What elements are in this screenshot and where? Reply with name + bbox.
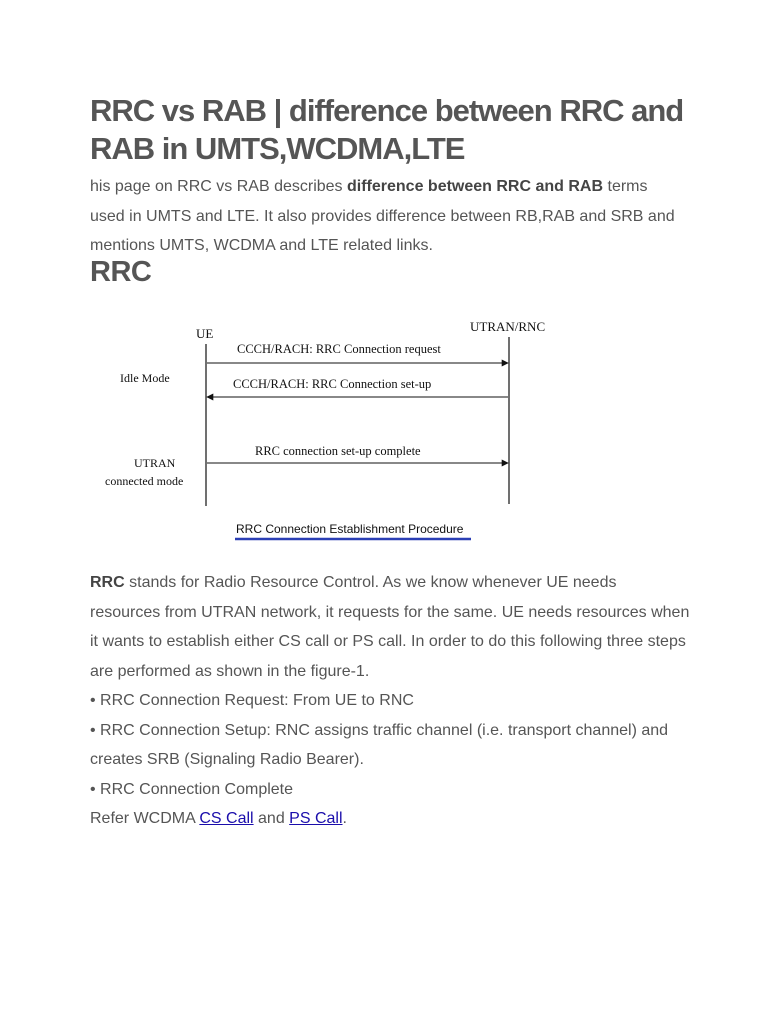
refer-pre: Refer WCDMA [90, 810, 200, 827]
intro-pre: his page on RRC vs RAB describes [90, 178, 347, 195]
intro-bold: difference between RRC and RAB [347, 178, 604, 195]
rrc-body [90, 568, 690, 834]
msg-rrc-request: CCCH/RACH: RRC Connection request [237, 342, 441, 356]
rrc-bold: RRC [90, 574, 125, 591]
intro-paragraph [90, 172, 680, 261]
utran-connected-label-1: UTRAN [134, 456, 176, 470]
bullet-complete: • RRC Connection Complete [90, 780, 294, 798]
rrc-connection-diagram [90, 300, 690, 550]
refer-post: . [342, 810, 347, 827]
idle-mode-label: Idle Mode [120, 371, 170, 385]
rrc-paragraph [90, 568, 690, 686]
utran-connected-label-2: connected mode [105, 474, 184, 488]
msg-rrc-complete: RRC connection set-up complete [255, 444, 421, 458]
rrc-text: stands for Radio Resource Control. As we know whenever UE needs resources from UTRAN network, it requests for the same. UE needs resources when it wants to establish either CS call or PS call. In order to do this following three steps are performed as shown in the figure-1. [90, 574, 690, 680]
refer-line [90, 804, 690, 834]
ps-call-link[interactable]: PS Call [289, 810, 343, 827]
page-title: RRC vs RAB | difference between RRC and RAB in UMTS,WCDMA,LTE [90, 93, 684, 166]
bullet-setup: • RRC Connection Setup: RNC assigns traffic channel (i.e. transport channel) and creates SRB (Signaling Radio Bearer). [90, 721, 669, 768]
cs-call-link[interactable]: CS Call [199, 810, 254, 827]
diagram-caption: RRC Connection Establishment Procedure [236, 522, 464, 536]
bullet-request: • RRC Connection Request: From UE to RNC [90, 692, 414, 709]
msg-rrc-setup: CCCH/RACH: RRC Connection set-up [233, 377, 432, 391]
ue-label: UE [196, 326, 214, 341]
refer-mid: and [253, 810, 290, 827]
utran-label: UTRAN/RNC [470, 319, 546, 334]
intro-post: terms used in UMTS and LTE. It also provides difference between RB,RAB and SRB and mentions UMTS, WCDMA and LTE related links. [90, 178, 675, 254]
section-heading-rrc: RRC [90, 256, 152, 288]
